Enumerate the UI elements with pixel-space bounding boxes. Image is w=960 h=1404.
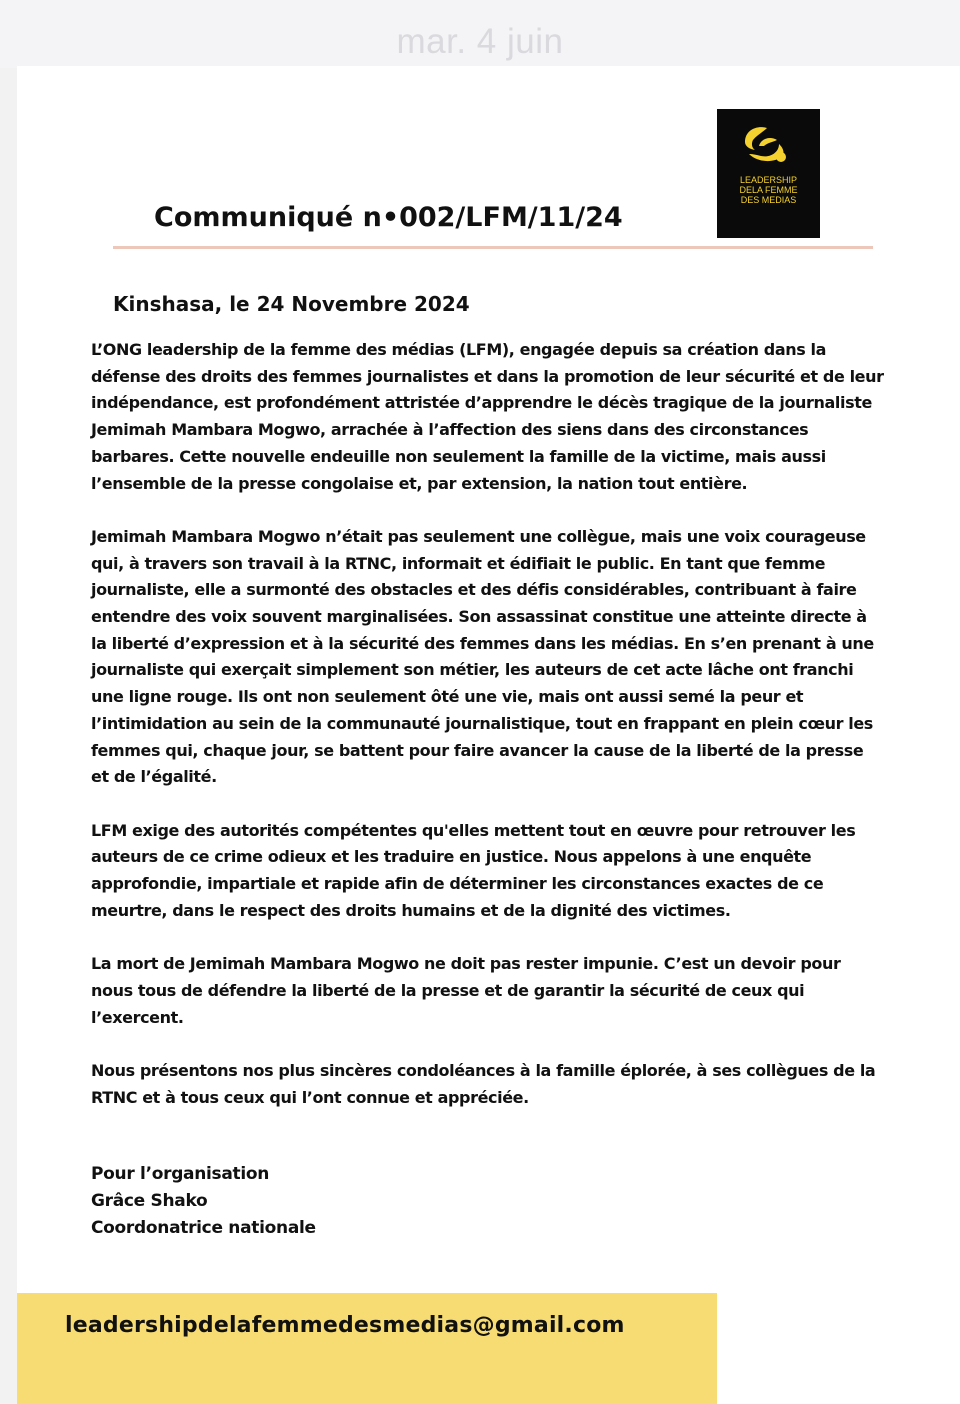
signatory-role: Coordonatrice nationale [91,1217,316,1238]
lfm-logo [717,109,820,238]
logo-line: DELA FEMME [739,185,798,195]
communique-title: Communiqué n•002/LFM/11/24 [154,202,623,233]
contact-email-link[interactable]: leadershipdelafemmedesmedias@gmail.com [65,1313,625,1338]
signature-line: Pour l’organisation [91,1164,270,1184]
body-paragraph: Nous présentons nos plus sincères condoléances à la famille éplorée, à ses collègues de la RTNC et à tous ceux qui l’ont connue et appréciée. [91,1060,876,1107]
title-divider [113,246,873,249]
body-paragraph: LFM exige des autorités compétentes qu'elles mettent tout en œuvre pour retrouver les auteurs de ce crime odieux et les traduire en justice. Nous appelons à une enquête approfondie, impartiale et rapide afin de déterminer les circonstances exactes de ce meurtre, dans le respect des droits humains et de la dignité des victimes. [91,820,856,920]
logo-line: DES MEDIAS [740,195,797,205]
date-header: mar. 4 juin [396,22,564,61]
logo-text [717,175,820,205]
status-bar [0,0,960,68]
body-paragraph: Jemimah Mambara Mogwo n’était pas seulement une collègue, mais une voix courageuse qui, à travers son travail à la RTNC, informait et édifiait le public. En tant que femme journaliste, elle a surmonté des obstacles et des défis considérables, contribuant à faire entendre des voix souvent marginalisées. Son assassinat constitue une atteinte directe à la liberté d’expression et à la sécurité des femmes dans les médias. En s’en prenant à une journaliste qui exerçait simplement son métier, les auteurs de cet acte lâche ont franchi une ligne rouge. Ils ont non seulement ôté une vie, mais ont aussi semé la peur et l’intimidation au sein de la communauté journalistique, tout en frappant en plein cœur les femmes qui, chaque jour, se battent pour faire avancer la cause de la liberté de la presse et de l’égalité. [91,526,874,787]
place-date: Kinshasa, le 24 Novembre 2024 [113,292,470,316]
body-paragraph: L’ONG leadership de la femme des médias (LFM), engagée depuis sa création dans la défense des droits des femmes journalistes et dans la promotion de leur sécurité et de leur indépendance, est profondément attristée d’apprendre le décès tragique de la journaliste Jemimah Mambara Mogwo, arrachée à l’affection des siens dans des circonstances barbares. Cette nouvelle endeuille non seulement la famille de la victime, mais aussi l’ensemble de la presse congolaise et, par extension, la nation tout entière. [91,340,884,493]
body-paragraph: La mort de Jemimah Mambara Mogwo ne doit pas rester impunie. C’est un devoir pour nous tous de défendre la liberté de la presse et de garantir la sécurité de ceux qui l’exercent. [91,954,841,1027]
logo-line: LEADERSHIP [739,175,798,185]
signatory-name: Grâce Shako [91,1190,208,1211]
footer-band [17,1293,717,1404]
lfm-logo-icon [735,124,801,168]
communique-body [91,337,886,1138]
document-page [17,66,960,1404]
signature-block [91,1161,316,1241]
